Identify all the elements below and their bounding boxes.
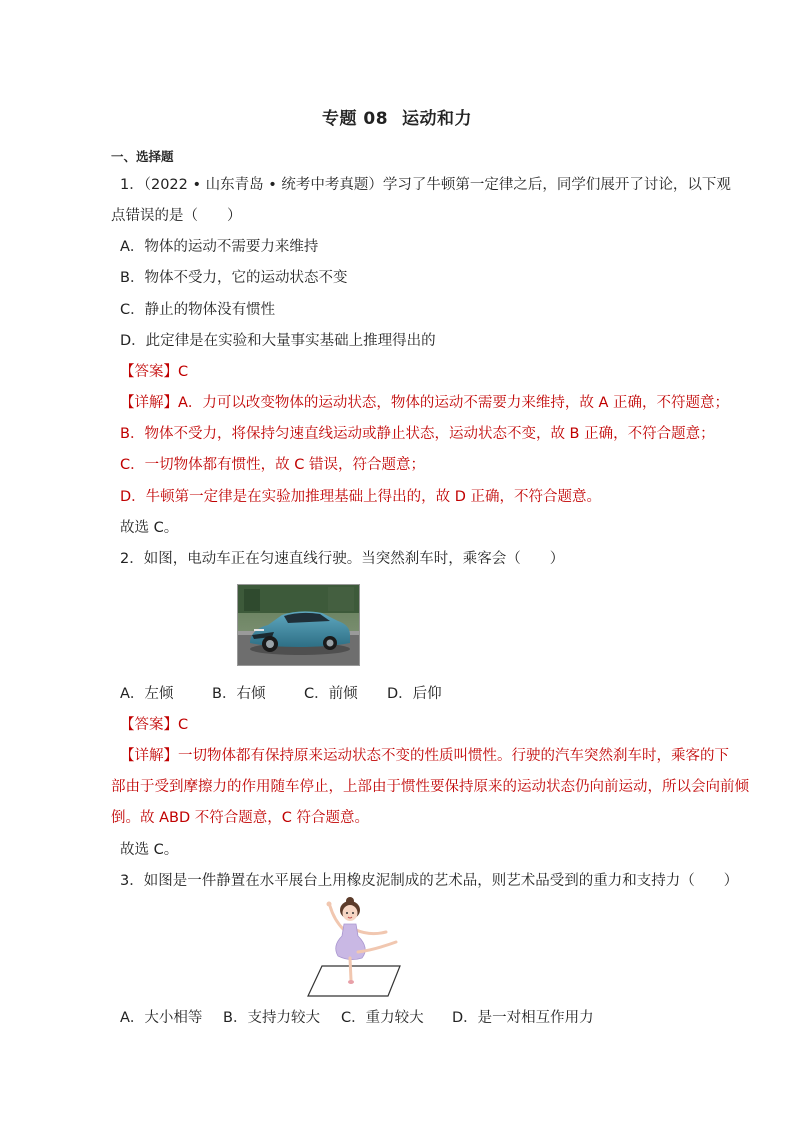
q2-option-d: D．后仰	[387, 686, 442, 702]
q1-conclusion: 故选 C。	[120, 520, 179, 536]
electric-car-photo	[237, 584, 360, 666]
q1-detail-line1	[120, 393, 729, 413]
q3-option-d: D．是一对相互作用力	[452, 1010, 594, 1026]
clay-dancer-figure	[300, 896, 410, 998]
q2-option-b: B．右倾	[212, 686, 266, 702]
q1-detail-line2: B．物体不受力，将保持匀速直线运动或静止状态，运动状态不变，故 B 正确，不符合题意；	[120, 426, 715, 442]
page-title	[0, 104, 794, 129]
title-main: 专题 08	[321, 109, 389, 129]
q1-stem-line1: 1．（2022 • 山东青岛 • 统考中考真题）学习了牛顿第一定律之后，同学们展开了讨论，以下观	[120, 177, 731, 193]
q3-stem: 3．如图是一件静置在水平展台上用橡皮泥制成的艺术品，则艺术品受到的重力和支持力（ ）	[120, 873, 739, 889]
q2-options	[120, 684, 442, 704]
q1-answer	[120, 362, 188, 382]
detail-tag: 【详解】	[120, 395, 178, 411]
q2-option-a: A．左倾	[120, 686, 174, 702]
q2-detail-line2: 部由于受到摩擦力的作用随车停止，上部由于惯性要保持原来的运动状态仍向前运动，所以会向前倾	[111, 779, 749, 795]
q2-detail-line1	[120, 746, 729, 766]
q3-option-a: A．大小相等	[120, 1010, 203, 1026]
q3-option-b: B．支持力较大	[223, 1010, 320, 1026]
answer-value: C	[178, 364, 189, 380]
answer-tag: 【答案】	[120, 364, 178, 380]
q2-option-c: C．前倾	[304, 686, 358, 702]
q1-detail-line3: C．一切物体都有惯性，故 C 错误，符合题意；	[120, 457, 425, 473]
q1-option-c: C．静止的物体没有惯性	[120, 302, 276, 318]
q1-option-b: B．物体不受力，它的运动状态不变	[120, 270, 348, 286]
title-sub: 运动和力	[402, 109, 473, 129]
q1-option-a: A．物体的运动不需要力来维持	[120, 239, 319, 255]
detail-text: A．力可以改变物体的运动状态，物体的运动不需要力来维持，故 A 正确，不符题意；	[178, 395, 730, 411]
q2-stem: 2．如图，电动车正在匀速直线行驶。当突然刹车时，乘客会（ ）	[120, 551, 565, 567]
detail-tag: 【详解】	[120, 748, 178, 764]
q1-stem-line2: 点错误的是（ ）	[111, 208, 242, 224]
q2-answer	[120, 715, 188, 735]
answer-value: C	[178, 717, 189, 733]
section-heading: 一、选择题	[111, 149, 174, 164]
q3-option-c: C．重力较大	[341, 1010, 424, 1026]
q2-detail-line3: 倒。故 ABD 不符合题意，C 符合题意。	[111, 810, 369, 826]
q1-option-d: D．此定律是在实验和大量事实基础上推理得出的	[120, 333, 436, 349]
q2-conclusion: 故选 C。	[120, 842, 179, 858]
q1-detail-line4: D．牛顿第一定律是在实验加推理基础上得出的，故 D 正确，不符合题意。	[120, 489, 602, 505]
detail-text: 一切物体都有保持原来运动状态不变的性质叫惯性。行驶的汽车突然刹车时，乘客的下	[178, 748, 729, 764]
answer-tag: 【答案】	[120, 717, 178, 733]
q3-options	[120, 1008, 594, 1028]
